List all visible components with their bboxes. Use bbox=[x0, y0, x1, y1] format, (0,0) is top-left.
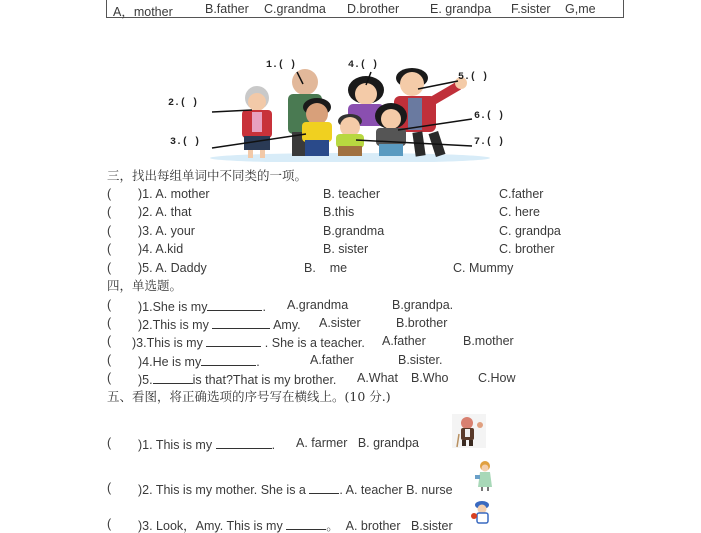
question-option-c: C. grandpa bbox=[499, 224, 561, 238]
grandpa-icon bbox=[452, 414, 486, 448]
picture-label-6: 6.( ) bbox=[474, 111, 505, 122]
option-c: C.How bbox=[478, 371, 516, 385]
picture-label-1: 1.( ) bbox=[266, 60, 297, 71]
nurse-icon bbox=[474, 460, 496, 492]
option-b: B.sister. bbox=[398, 353, 443, 367]
option-a: A.What bbox=[357, 371, 398, 385]
picture-label-2: 2.( ) bbox=[168, 98, 199, 109]
answer-paren[interactable]: ( bbox=[107, 353, 112, 367]
list-item bbox=[107, 298, 454, 314]
boy-icon bbox=[468, 500, 494, 526]
question-option-b: B. me bbox=[304, 261, 348, 275]
question-option-c: C.father bbox=[499, 187, 544, 201]
answer-paren[interactable]: ( bbox=[107, 187, 112, 201]
answer-blank[interactable] bbox=[153, 372, 193, 384]
list-item bbox=[107, 334, 514, 350]
grandpa-picture bbox=[452, 414, 486, 448]
question-text: )5. is that?That is my brother. bbox=[138, 373, 337, 387]
question-option-c: C. brother bbox=[499, 242, 555, 256]
answer-blank[interactable] bbox=[206, 335, 261, 347]
option-a: A.father bbox=[310, 353, 354, 367]
picture-label-5: 5.( ) bbox=[458, 72, 489, 83]
answer-blank[interactable] bbox=[309, 482, 339, 494]
picture-label-4: 4.( ) bbox=[348, 60, 379, 71]
picture-label-3: 3.( ) bbox=[170, 137, 201, 148]
question-option-a: )2. A. that bbox=[138, 205, 192, 219]
question-option-b: B.this bbox=[323, 205, 355, 219]
word-bank-item: F.sister bbox=[511, 2, 551, 16]
answer-paren[interactable]: ( bbox=[107, 371, 112, 385]
answer-paren[interactable]: ( bbox=[107, 334, 112, 348]
answer-blank[interactable] bbox=[212, 317, 270, 329]
list-item bbox=[107, 517, 453, 533]
boy-picture bbox=[468, 500, 494, 526]
family-picture bbox=[160, 52, 540, 162]
word-bank-item: G,me bbox=[565, 2, 596, 16]
question-option-a: )5. A. Daddy bbox=[138, 261, 207, 275]
list-item bbox=[107, 316, 448, 332]
question-option-b: B. teacher bbox=[323, 187, 380, 201]
answer-paren[interactable]: ( bbox=[107, 242, 112, 256]
answer-paren[interactable]: ( bbox=[107, 316, 112, 330]
list-item bbox=[107, 371, 516, 387]
question-text: )4.He is my . bbox=[138, 355, 260, 369]
word-bank-item: E. grandpa bbox=[430, 2, 492, 16]
option-a: A.father bbox=[382, 334, 426, 348]
section3-title: 三，找出每组单词中不同类的一项。 bbox=[107, 168, 308, 183]
question-option-b: B. sister bbox=[323, 242, 369, 256]
word-bank-item: B.father bbox=[205, 2, 249, 16]
option-b: B.Who bbox=[411, 371, 449, 385]
option-b: B.mother bbox=[463, 334, 514, 348]
nurse-picture bbox=[474, 460, 496, 492]
word-bank-item: D.brother bbox=[347, 2, 400, 16]
list-item bbox=[107, 481, 453, 497]
question-text: )3. Look，Amy. This is my 。 A. brother B.sister bbox=[138, 519, 453, 533]
question-option-a: )4. A.kid bbox=[138, 242, 184, 256]
option-a: A.sister bbox=[319, 316, 361, 330]
answer-blank[interactable] bbox=[216, 437, 272, 449]
answer-paren[interactable]: ( bbox=[107, 224, 112, 238]
word-bank-box bbox=[106, 0, 624, 18]
answer-paren[interactable]: ( bbox=[107, 517, 112, 531]
section5-title: 五、看图，将正确选项的序号写在横线上。(10 分.) bbox=[107, 389, 391, 404]
question-option-a: )3. A. your bbox=[138, 224, 195, 238]
answer-paren[interactable]: ( bbox=[107, 481, 112, 495]
answer-paren[interactable]: ( bbox=[107, 436, 112, 450]
options: A. farmer B. grandpa bbox=[296, 436, 419, 450]
list-item bbox=[107, 353, 443, 369]
answer-paren[interactable]: ( bbox=[107, 298, 112, 312]
question-text: )1. This is my . bbox=[138, 438, 276, 452]
option-a: A.grandma bbox=[287, 298, 349, 312]
question-option-b: B.grandma bbox=[323, 224, 385, 238]
question-text: )3.This is my . She is a teacher. bbox=[132, 336, 365, 350]
answer-blank[interactable] bbox=[286, 518, 326, 530]
answer-blank[interactable] bbox=[207, 299, 262, 311]
section4-title: 四，单选题。 bbox=[107, 278, 183, 293]
question-option-c: C. Mummy bbox=[453, 261, 514, 275]
answer-blank[interactable] bbox=[201, 354, 256, 366]
option-b: B.brother bbox=[396, 316, 448, 330]
question-option-c: C. here bbox=[499, 205, 540, 219]
list-item bbox=[107, 436, 419, 452]
picture-label-7: 7.( ) bbox=[474, 137, 505, 148]
question-text: )1.She is my . bbox=[138, 300, 266, 314]
word-bank-item: C.grandma bbox=[264, 2, 326, 16]
answer-paren[interactable]: ( bbox=[107, 205, 112, 219]
question-text: )2. This is my mother. She is a . A. teacher B. nurse bbox=[138, 483, 453, 497]
question-text: )2.This is my Amy. bbox=[138, 318, 301, 332]
option-b: B.grandpa. bbox=[392, 298, 454, 312]
question-option-a: )1. A. mother bbox=[138, 187, 210, 201]
word-bank-item: A，mother bbox=[113, 5, 173, 19]
answer-paren[interactable]: ( bbox=[107, 261, 112, 275]
